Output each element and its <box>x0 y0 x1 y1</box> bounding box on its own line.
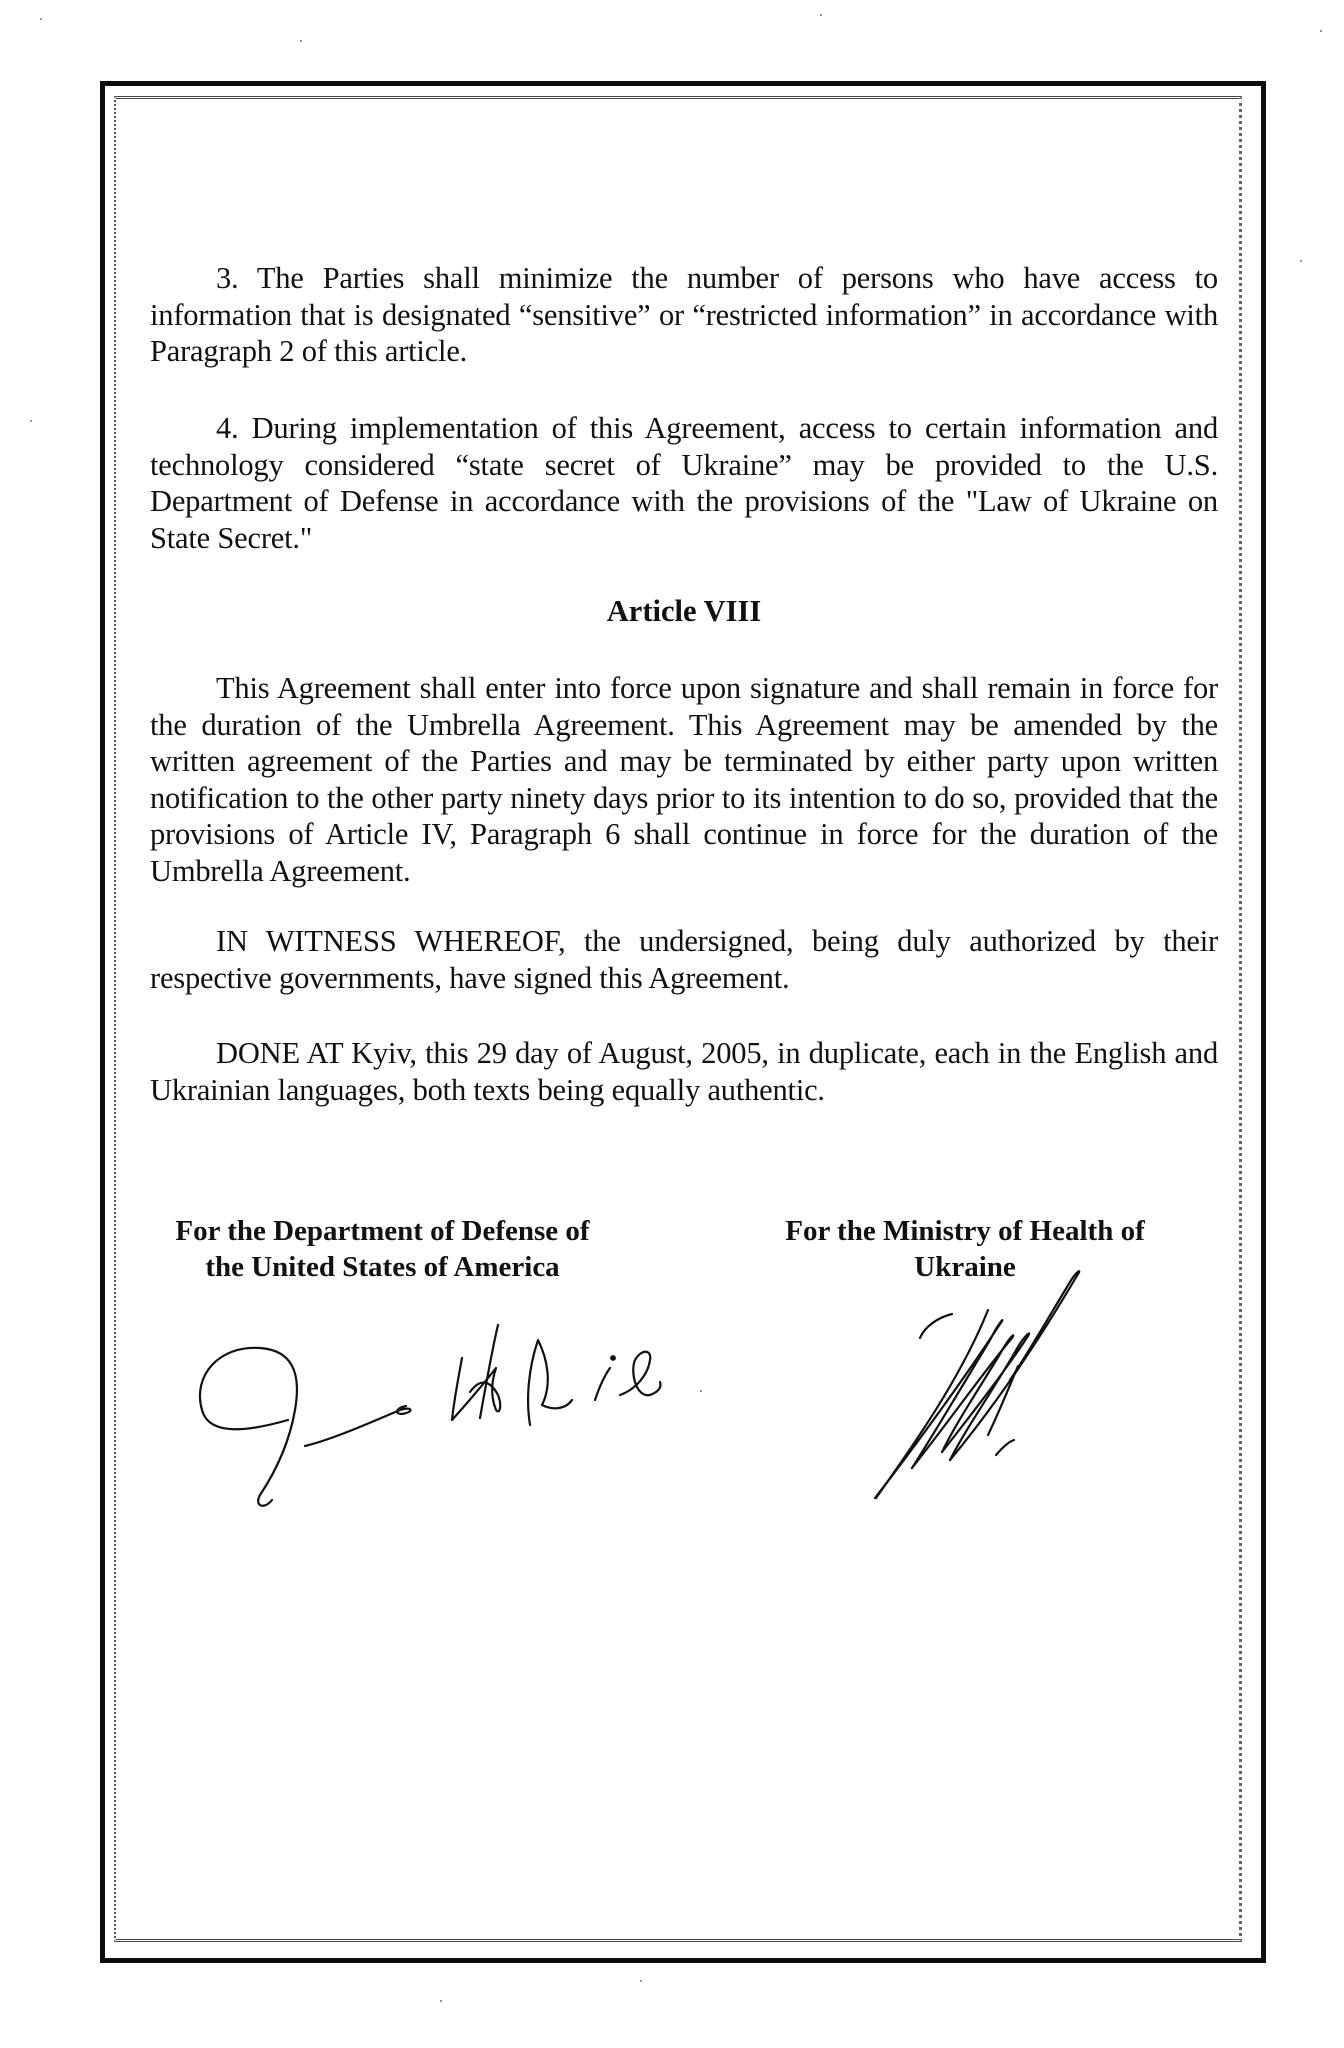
scan-speck <box>1320 30 1322 32</box>
page-inner-border <box>114 96 1242 1942</box>
signatory-us-line1: For the Department of Defense of <box>175 1215 590 1247</box>
paragraph-4: 4. During implementation of this Agreement, access to certain information and technology considered “state secret of Ukraine” may be provided to the U.S. Department of Defense in accordance with the provisions of the "Law of Ukraine on State Secret." <box>150 411 1218 555</box>
signatory-us-line2: the United States of America <box>205 1251 560 1283</box>
scan-speck <box>640 1980 642 1982</box>
article-heading: Article VIII <box>606 594 762 628</box>
signatory-ukraine-line1: For the Ministry of Health of <box>785 1215 1145 1247</box>
paragraph-3: 3. The Parties shall minimize the number of persons who have access to information that is designated “sensitive” or “restricted information” in accordance with Paragraph 2 of this article. <box>150 261 1218 368</box>
signature-ukraine-icon <box>850 1260 1150 1540</box>
scan-speck <box>820 14 822 16</box>
scan-speck <box>30 420 32 422</box>
witness-clause: IN WITNESS WHEREOF, the undersigned, being duly authorized by their respective governments, have signed this Agreement. <box>150 924 1218 995</box>
scan-speck <box>700 1390 702 1392</box>
scan-speck <box>440 2000 442 2002</box>
signature-us-icon <box>180 1310 720 1550</box>
signature-block-us <box>150 1213 615 1285</box>
signatory-ukraine-line2: Ukraine <box>914 1251 1016 1283</box>
scan-speck <box>300 40 302 42</box>
scan-speck <box>40 18 42 20</box>
article-8-body: This Agreement shall enter into force upon signature and shall remain in force for the duration of the Umbrella Agreement. This Agreement may be amended by the written agreement of the Parties and may be terminated by either party upon written notification to the other party ninety days prior to its intention to do so, provided that the provisions of Article IV, Paragraph 6 shall continue in force for the duration of the Umbrella Agreement. <box>150 671 1218 888</box>
done-clause: DONE AT Kyiv, this 29 day of August, 2005, in duplicate, each in the English and Ukrainian languages, both texts being equally authentic. <box>150 1036 1218 1107</box>
scan-speck <box>1300 260 1302 262</box>
